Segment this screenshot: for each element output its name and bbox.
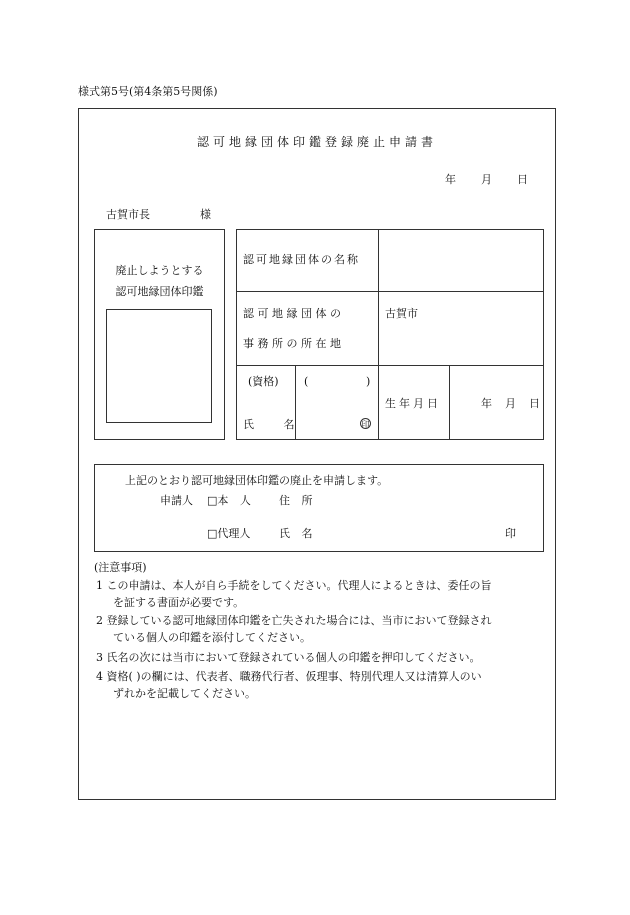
agent-seal-label: 印 [505,527,516,540]
agent-name-field[interactable] [320,524,490,542]
seal-stamp-area[interactable] [106,309,212,423]
note-line: ている個人の印鑑を添付してください。 [113,631,311,644]
birth-day-label: 日 [529,397,540,410]
applicant-label: 申請人 [160,494,193,507]
seal-section-label-2: 認可地縁団体印鑑 [115,285,204,298]
note-line: を証する書面が必要です。 [113,596,245,609]
qualification-field[interactable] [312,372,364,390]
seal-section-label-1: 廃止しようとする [115,264,204,277]
addressee: 古賀市長 [106,208,150,221]
qualification-close-paren: ) [366,375,371,388]
representative-name-field[interactable] [300,412,354,434]
self-option-checkbox[interactable]: □本 人 [207,494,251,507]
table-divider [236,365,544,366]
table-divider [295,365,296,440]
note-item [96,668,541,702]
application-statement: 上記のとおり認可地縁団体印鑑の廃止を申請します。 [125,474,389,487]
qualification-open-paren: ( [304,375,309,388]
office-address-value[interactable]: 古賀市 [385,307,418,320]
agent-name-label: 氏 名 [279,527,313,540]
note-item [96,577,541,611]
address-field[interactable] [320,491,530,509]
address-label: 住 所 [279,494,313,507]
group-name-label: 認可地縁団体の名称 [243,253,360,266]
form-number: 様式第5号(第4条第5号関係) [78,85,218,98]
note-item [96,612,541,646]
birth-year-label: 年 [481,397,492,410]
table-divider [378,229,379,440]
note-item [96,649,541,666]
office-address-label-1: 認 可 地 縁 団 体 の [243,307,341,320]
date-day-label: 日 [517,173,528,186]
table-divider [449,365,450,440]
note-line: ずれかを記載してください。 [113,687,256,700]
birth-month-label: 月 [505,397,516,410]
office-address-label-2: 事 務 所 の 所 在 地 [243,337,341,350]
date-year-label: 年 [445,173,456,186]
note-line: 2 登録している認可地縁団体印鑑を亡失された場合には、当市において登録され [96,614,492,627]
notes-heading: (注意事項) [94,561,147,574]
addressee-honorific: 様 [200,208,211,221]
seal-mark: 印 [361,420,370,429]
birth-date-label: 生年月日 [385,397,441,410]
note-line: 3 氏名の次には当市において登録されている個人の印鑑を押印してください。 [96,651,481,664]
note-line: 4 資格( )の欄には、代表者、職務代行者、仮理事、特別代理人又は清算人のい [96,670,482,683]
form-title: 認可地縁団体印鑑登録廃止申請書 [196,135,437,149]
date-month-label: 月 [481,173,492,186]
qualification-label: (資格) [248,375,279,388]
note-line: 1 この申請は、本人が自ら手続をしてください。代理人によるときは、委任の旨 [96,579,492,592]
table-divider [236,291,544,292]
representative-name-label: 氏 名 [243,418,295,431]
group-name-field[interactable] [380,231,542,289]
agent-option-checkbox[interactable]: □代理人 [207,527,251,540]
